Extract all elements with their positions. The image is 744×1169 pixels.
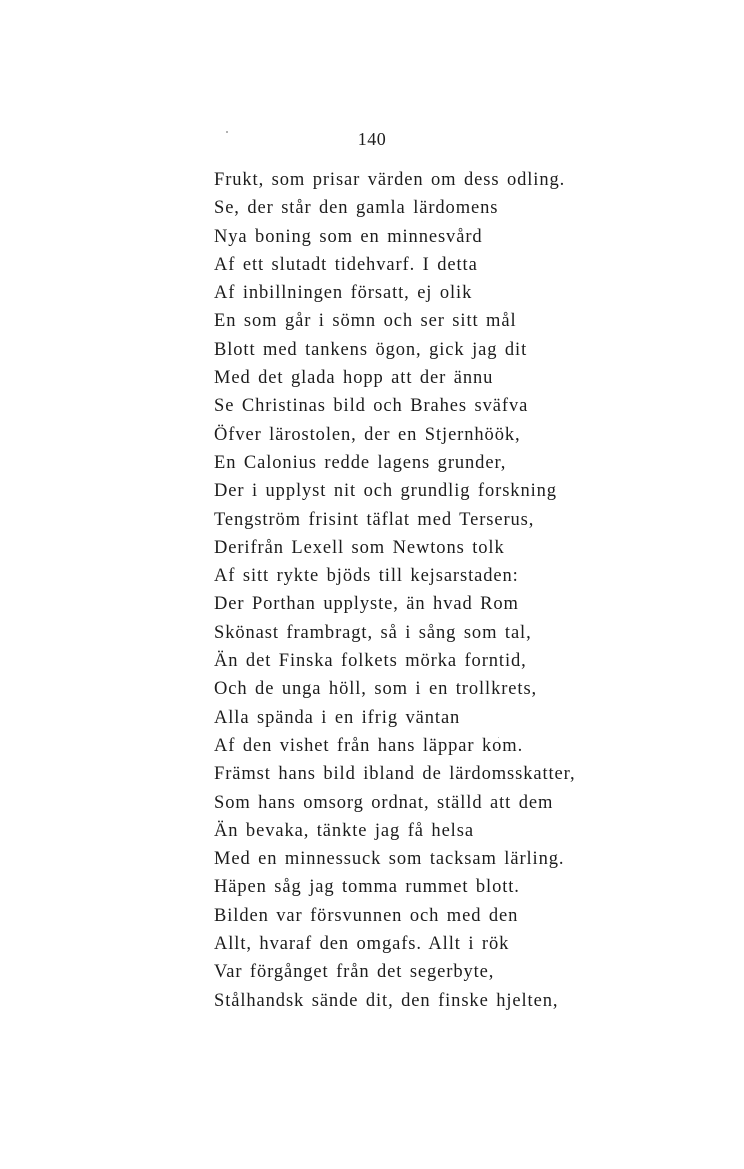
poem-line: Bilden var försvunnen och med den [214,905,519,926]
poem-line: Än bevaka, tänkte jag få helsa [214,820,474,841]
poem-line: Som hans omsorg ordnat, ställd att dem [214,792,554,813]
poem-line: En som går i sömn och ser sitt mål [214,311,517,332]
page-number: 140 [357,129,387,149]
poem-line: Öfver lärostolen, der en Stjernhöök, [214,424,521,445]
poem-line: Af den vishet från hans läppar kom. [214,735,524,756]
poem-line: Derifrån Lexell som Newtons tolk [214,537,505,558]
poem-line: Tengström frisint täflat med Terserus, [214,509,535,530]
print-speck [226,131,228,133]
poem-line: Alla spända i en ifrig väntan [214,707,461,728]
poem-line: Var förgånget från det segerbyte, [214,962,495,983]
poem-line: Frukt, som prisar värden om dess odling. [214,170,566,190]
poem-line: Nya boning som en minnesvård [214,226,483,247]
poem-line: Främst hans bild ibland de lärdomsskatter, [214,764,576,785]
poem-line: En Calonius redde lagens grunder, [214,452,507,473]
poem-line: Med en minnessuck som tacksam lärling. [214,849,565,870]
poem-line: Häpen såg jag tomma rummet blott. [214,877,520,898]
poem-line: Än det Finska folkets mörka forntid, [214,651,527,672]
poem-line: Med det glada hopp att der ännu [214,368,494,389]
poem-line: Skönast frambragt, så i sång som tal, [214,622,532,643]
poem-line: Blott med tankens ögon, gick jag dit [214,339,528,360]
poem-line: Allt, hvaraf den omgafs. Allt i rök [214,934,510,955]
poem-line: Af ett slutadt tidehvarf. I detta [214,254,478,275]
poem-text [214,166,614,1015]
poem-line: Se, der står den gamla lärdomens [214,198,499,219]
poem-line: Af sitt rykte bjöds till kejsarstaden: [214,566,519,587]
poem-line: Der Porthan upplyste, än hvad Rom [214,594,519,615]
poem-line: Af inbillningen försatt, ej olik [214,283,473,304]
poem-line: Och de unga höll, som i en trollkrets, [214,679,538,700]
poem-line: Stålhandsk sände dit, den finske hjelten, [214,990,559,1011]
poem-line: Se Christinas bild och Brahes sväfva [214,396,529,417]
poem-line: Der i upplyst nit och grundlig forskning [214,481,557,502]
